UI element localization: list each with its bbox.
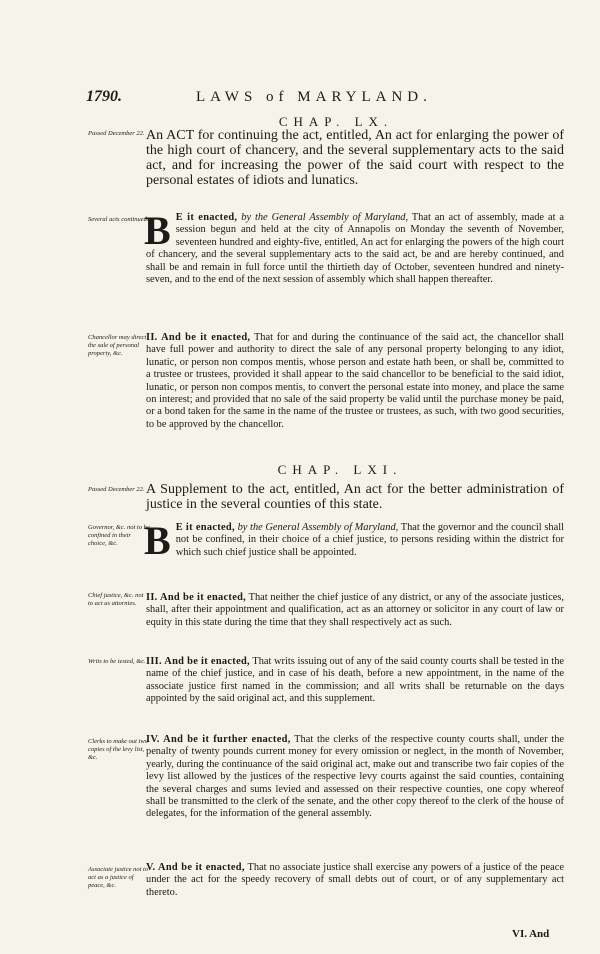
page-year: 1790. xyxy=(86,88,122,105)
margin-note-lx-sec1: Several acts continued. xyxy=(88,216,149,223)
margin-note-lx-sec2: Chancellor may direct the sale of personal property, &c. xyxy=(88,334,147,357)
margin-note-lxi-sec3: Writs to be tested, &c. xyxy=(88,658,146,665)
chapter-lxi-heading: CHAP. LXI. xyxy=(277,462,403,477)
section-text: That for and during the continuance of the said act, the chancellor shall have full power and authority to direct the sale of any personal property belonging to any idiot, lunatic, or person non compos mentis, whose person and estate hath been, or shall be, committed to a trustee or trustees, provided it shall appear to the said chancellor to be beneficial to the said idiot, lunatic, or person non compos mentis, to convert the personal estate into money, and place the same on interest; and provided that no sale of the said property be valid until the purchase money be paid, or a bond taken for the same in the name of the trustee or trustees, as such, with two good securities, to be approved by the chancellor. xyxy=(146,332,564,430)
drop-cap: B xyxy=(144,208,171,253)
enacting-phrase: II. And be it enacted, xyxy=(146,592,247,603)
section-text: That the clerks of the respective county courts shall, under the penalty of twenty pounds current money for every omission or neglect, in the month of November, yearly, during the continuance of the said original act, make out and transcribe two fair copies of the levy list allowed by the justices of the respective levy courts against the said counties, containing the several charges and sums levied and assessed on their respective counties, one copy whereof shall be transmitted to the clerk of the senate, and the other copy thereof to the clerk of the house of delegates, for the information of the general assembly. xyxy=(146,734,564,820)
chapter-lx-heading: CHAP. LX. xyxy=(278,114,394,129)
catchword: VI. And xyxy=(512,928,550,940)
enacting-phrase: II. And be it enacted, xyxy=(146,332,251,343)
margin-note-passed-lx: Passed December 22. xyxy=(88,130,145,137)
margin-note-lxi-sec4: Clerks to make out two copies of the levy list, &c. xyxy=(88,738,148,761)
running-title: LAWS of MARYLAND. xyxy=(196,89,432,105)
chapter-lxi-section-5 xyxy=(146,862,564,899)
margin-note-lxi-sec2: Chief justice, &c. not to act as attornies. xyxy=(88,592,144,607)
chapter-lxi-section-4 xyxy=(146,734,564,821)
section-text: That no associate justice shall exercise any powers of a justice of the peace under the act for the speedy recovery of small debts out of court, or of any supplementary act thereto. xyxy=(146,862,564,898)
chapter-lx-title: An ACT for continuing the act, entitled, An act for enlarging the power of the high court of chancery, and the several supplementary acts to the said act, and for increasing the power of the said court with respect to the personal estates of idiots and lunatics. xyxy=(146,128,564,188)
page-header xyxy=(86,88,506,112)
section-text: That an act of assembly, made at a session begun and held at the city of Annapolis on Monday the seventh of November, seventeen hundred and eighty-five, entitled, An act for enlarging the powers of the high court of chancery, and the several supplementary acts to the said act, be and are hereby continued, and shall be and remain in full force until the thirtieth day of October, seventeen hundred and ninety-seven, and to the end of the next session of assembly which shall happen thereafter. xyxy=(146,212,564,286)
enacting-phrase: IV. And be it further enacted, xyxy=(146,734,291,745)
enacting-phrase: E it enacted, xyxy=(175,212,238,223)
enacting-authority: by the General Assembly of Maryland, xyxy=(237,522,399,533)
enacting-phrase: V. And be it enacted, xyxy=(146,862,245,873)
drop-cap: B xyxy=(144,518,171,563)
chapter-lxi-section-3 xyxy=(146,656,564,706)
enacting-phrase: E it enacted, xyxy=(175,522,235,533)
chapter-lx-section-1 xyxy=(144,208,564,286)
section-text: That writs issuing out of any of the said county courts shall be tested in the name of the chief justice, and in case of his death, before a new appointment, in the name of the associate justice first named in the commission; and all writs shall be returnable on the days appointed by the said original act, and this supplement. xyxy=(146,656,564,705)
chapter-lx-section-2 xyxy=(146,332,564,431)
enacting-phrase: III. And be it enacted, xyxy=(146,656,250,667)
chapter-lxi-section-2 xyxy=(146,592,564,629)
chapter-lxi-title: A Supplement to the act, entitled, An act for the better administration of justice in the several counties of this state. xyxy=(146,482,564,512)
margin-note-lxi-sec5: Associate justice not to act as a justice of peace, &c. xyxy=(88,866,149,889)
margin-note-lxi-sec1: Governor, &c. not to be confined in their choice, &c. xyxy=(88,524,150,547)
section-text: That neither the chief justice of any district, or any of the associate justices, shall, after their appointment and qualification, act as an attorney or solicitor in any court of law or equity in this state during the time that they shall respectively act as such. xyxy=(146,592,564,628)
chapter-lxi-section-1 xyxy=(144,518,564,563)
enacting-authority: by the General Assembly of Maryland, xyxy=(241,212,409,223)
section-text: That the governor and the council shall not be confined, in their choice of a chief justice, to persons residing within the district for which such chief justice shall be appointed. xyxy=(175,522,564,558)
margin-note-passed-lxi: Passed December 22. xyxy=(88,486,145,493)
